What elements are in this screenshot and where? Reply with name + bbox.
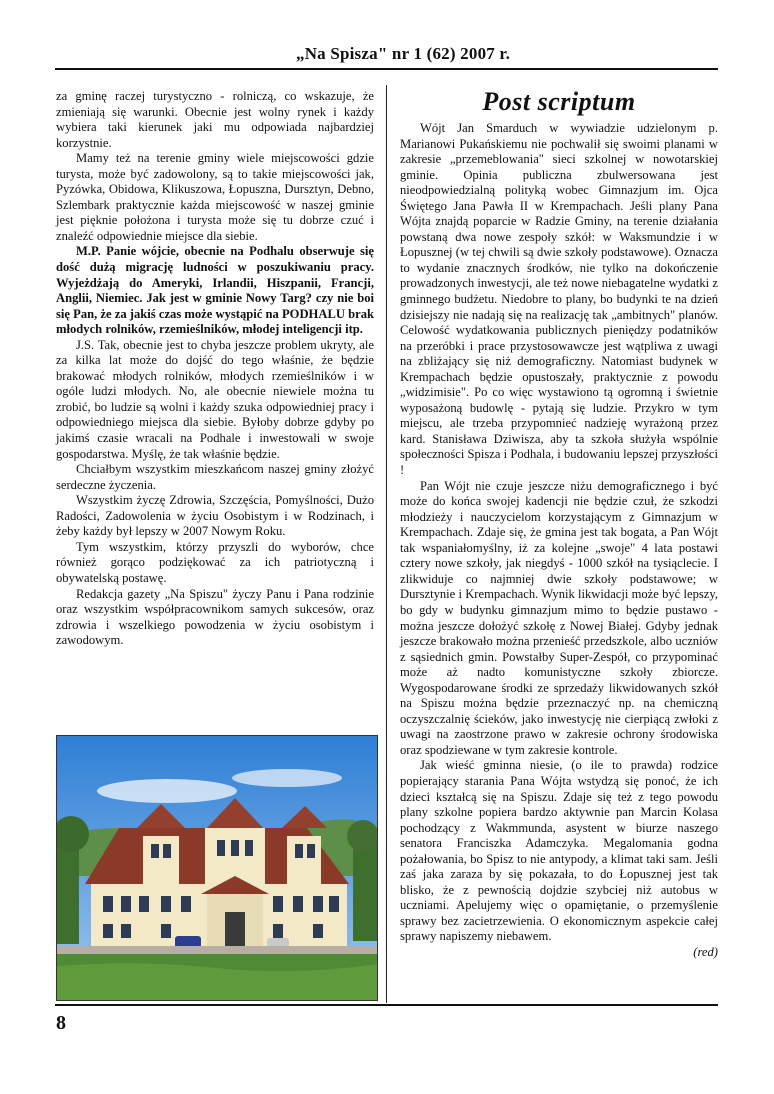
paragraph: Tym wszystkim, którzy przyszli do wyborów, chce również gorąco podziękować za ich patriotyczną i obywatelską postawę.: [56, 539, 374, 585]
section-title: Post scriptum: [482, 87, 636, 116]
paragraph: Pan Wójt nie czuje jeszcze niżu demograficznego i być może do końca swojej kadencji nie będzie czuł, że szkodzi młodzieży i nauczycielom korzystającym z Gimnazjum w Krempachach. Zdaje się, że gmina jest tak bogata, a Pan Wójt tak wspaniałomyślny, iż za kolejne „swoje" 4 lata postawi cztery nowe szkoły, jak niegdyś - 1000 szkół na tysiąclecie. I zlikwiduje co najmniej dwie szkoły podstawowe; w Dursztynie i Krempachach. Wynik likwidacji może być lepszy, bo gdy w budynku gimnazjum mimo to będzie pustawo - można jeszcze dołożyć szkołę z Nowej Białej. Gdyby jednak jeszcze brakowało można przenieść przedszkole, albo uczniów z sąsiednich gmin. Powstałby Super-Zespół, co przypominać może aż nadto komunistyczne szkoły zbiorcze. Wygospodarowane środki ze sprzedaży likwidowanych szkół na Spiszu można będzie przeznaczyć np. na chemiczną oczyszczalnię ścieków, jako inwestycję nie cierpiącą zwłoki z uwagi na zaostrzone prawo w zakresie ochrony środowiska oraz spodziewane w tym zakresie kontrole.: [400, 478, 718, 757]
footer-rule: [55, 1004, 718, 1006]
right-column: [400, 121, 718, 961]
paragraph: J.S. Tak, obecnie jest to chyba jeszcze problem ukryty, ale za kilka lat może do dojść do tego właśnie, że będzie brakować młodych rolników, młodych rzemieślników i w ogóle ludzi młodych. No, ale obecnie niewiele można tu zrobić, bo ludzie są wolni i każdy szuka odpowiedniej pracy i odpowiedniego miejsca dla siebie. Byłoby dobrze gdyby po jakimś czasie wracali na Podhale i inwestowali w swoje gospodarstwa. Myślę, że tak właśnie będzie.: [56, 337, 374, 461]
paragraph: za gminę raczej turystyczno - rolniczą, co wskazuje, że zmieniają się warunki. Obecnie jest wolny rynek i każdy wybiera taki kierunek jaki mu odpowiada najbardziej korzystnie.: [56, 89, 374, 150]
paragraph: Jak wieść gminna niesie, (o ile to prawda) rodzice popierający starania Pana Wójta wstydzą się ponoć, że ich dzieci kształcą się na Spiszu. Zdaje się też z tego powodu plany szkolne popiera bardzo aktywnie pan Marcin Kolasa pochodzący z Wakmmunda, asystent w biurze naszego senatora Franciszka Adamczyka. Megalomania godna pożałowania, bo Spisz to nie antypody, a klimat taki sam. Jeśli zaś jaka zaraza by się pokazała, to do Łopusznej jest tak blisko, że z pewnością dojdzie szybciej niż autobus w uczniami. Apelujemy więc o opamiętanie, o przemyślenie sprawy bez zacietrzewienia. O ekonomicznym aspekcie całej sprawy napiszemy niebawem.: [400, 758, 718, 944]
paragraph: Mamy też na terenie gminy wiele miejscowości gdzie turysta, może być zadowolony, są to takie miejscowości jak, Pyzówka, Obidowa, Klikuszowa, Łopuszna, Dursztyn, Debno, Szlembark praktycznie każda miejscowość w naszej gminie jest pięknie położona i turysta może się tu dobrze czuć i znaleźć odpowiednie miejsce dla siebie.: [56, 151, 374, 243]
interview-question: M.P. Panie wójcie, obecnie na Podhalu obserwuje się dość dużą migrację ludności w poszukiwaniu pracy. Wyjeżdżają do Ameryki, Irlandii, Hiszpanii, Francji, Anglii, Niemiec. Jak jest w gminie Nowy Targ? czy nie boi się Pan, że za jakiś czas może wystąpić na PODHALU brak młodych rolników, rzemieślników, młodej inteligencji itp.: [56, 244, 374, 337]
paragraph: Wójt Jan Smarduch w wywiadzie udzielonym p. Marianowi Pukańskiemu nie pochwalił się swoimi planami w zakresie „przemeblowania" sieci szkolnej w nowotarskiej gminie. Opinia publiczna zbulwersowana jest nieodpowiedzialną polityką wobec Gimnazjum im. Ojca Świętego Jana Pawła II w Krempachach. Jeśli plany Pana Wójta znajdą poparcie w Radzie Gminy, na terenie działania powstaną dwa nowe zespoły szkół: w Waksmundzie i w Łopusznej (w tej chwili są dwie szkoły podstawowe). Oznacza to wydanie znacznych środków, nie tylko na dokończenie prowadzonych inwestycji, ale też nowe niebagatelne wydatki z gminnego budżetu. Niedobre to plany, bo budynki te na dzień dzisiejszy nie nadają się na realizację tak „ambitnych" planów. Celowość wydatkowania publicznych pieniędzy podatników na przeróbki i prace przystosowawcze jest wątpliwa z uwagi na zbliżający się niż demograficzny. Natomiast budynek w Krempachach będzie opustoszały, praktycznie z powodu „widzimisie". Po co więc wystawiono tą ogromną i świetnie wyposażoną budowlę - pytają się ludzie. Przykro w tym miejscu, ale trzeba przypomnieć nadzieję wyrażoną przez kard. Stanisława Dziwisza, aby ta szkoła służyła wspólnie społeczności Spisza i Podhala, i budowaniu lepszej przyszłości !: [400, 121, 718, 478]
left-column: [56, 89, 374, 649]
signature: (red): [693, 944, 718, 959]
paragraph: Redakcja gazety „Na Spiszu" życzy Panu i Pana rodzinie oraz wszystkim współpracownikom samych sukcesów, oraz zdrowia i wszelkiego powodzenia w życiu osobistym i zawodowym.: [56, 586, 374, 648]
page-number: 8: [56, 1012, 66, 1034]
column-divider: [386, 85, 387, 1003]
paragraph: Chciałbym wszystkim mieszkańcom naszej gminy złożyć serdeczne życzenia.: [56, 462, 374, 492]
paragraph: Wszystkim życzę Zdrowia, Szczęścia, Pomyślności, Dużo Radości, Zadowolenia w życiu Osobistym i w Rodzinach, i żeby każdy był lepszy w 2007 Nowym Roku.: [56, 493, 374, 539]
header-rule: [55, 68, 718, 70]
school-building-photo: [56, 735, 378, 1001]
running-header: „Na Spisza" nr 1 (62) 2007 r.: [296, 44, 511, 63]
